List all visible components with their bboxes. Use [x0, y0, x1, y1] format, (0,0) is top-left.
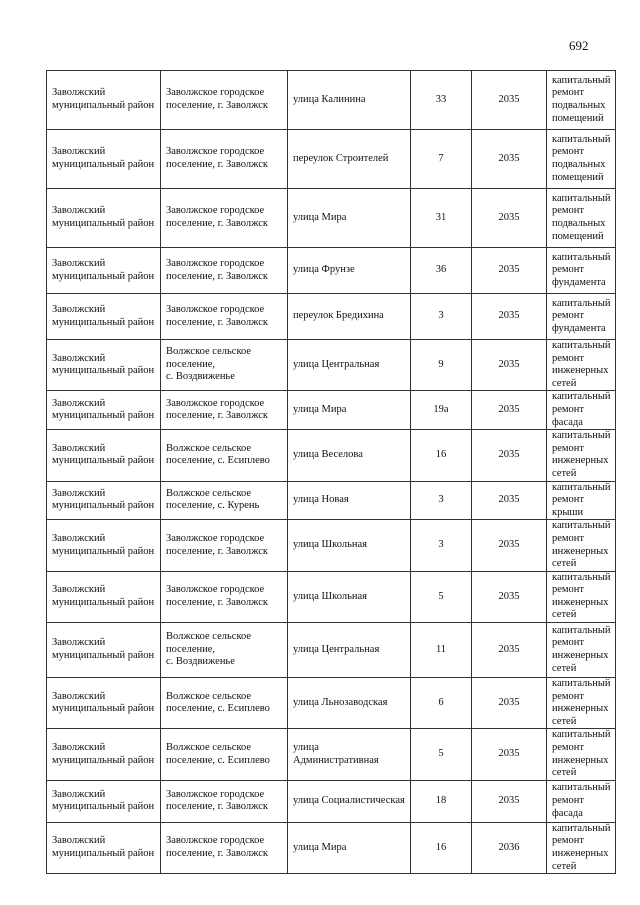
table-row: [47, 430, 616, 481]
year-cell-text: 2035: [498, 494, 520, 506]
street-cell-text: улица Калинина: [293, 93, 366, 105]
house-number-cell: [411, 822, 472, 873]
house-number-cell: [411, 623, 472, 678]
settlement-cell-text: Заволжское городское поселение, г. Заволжск: [166, 397, 268, 422]
district-cell: [47, 520, 161, 571]
year-cell: [472, 71, 547, 130]
year-cell-text: 2035: [498, 403, 520, 415]
settlement-cell: [161, 678, 288, 729]
street-cell-text: улица Мира: [293, 211, 347, 223]
street-cell: [288, 780, 411, 822]
settlement-cell: [161, 189, 288, 248]
street-cell-text: улица Веселова: [293, 449, 363, 461]
year-cell: [472, 248, 547, 294]
table-row: [47, 248, 616, 294]
settlement-cell: [161, 430, 288, 481]
house-number-cell: [411, 294, 472, 340]
house-number-cell: [411, 248, 472, 294]
settlement-cell-text: Заволжское городское поселение, г. Заволжск: [166, 788, 268, 813]
work-type-cell: [547, 430, 616, 481]
work-type-cell-text: капитальный ремонт фундамента: [552, 297, 611, 334]
year-cell: [472, 189, 547, 248]
work-type-cell-text: капитальный ремонт инженерных сетей: [552, 571, 611, 621]
street-cell: [288, 130, 411, 189]
settlement-cell-text: Волжское сельское поселение, с. Воздвиженье: [166, 346, 252, 383]
district-cell: [47, 130, 161, 189]
district-cell: [47, 71, 161, 130]
district-cell: [47, 189, 161, 248]
settlement-cell-text: Заволжское городское поселение, г. Заволжск: [166, 584, 268, 608]
year-cell-text: 2035: [498, 643, 520, 655]
work-type-cell: [547, 294, 616, 340]
street-cell-text: улица Новая: [293, 494, 349, 506]
work-type-cell-text: капитальный ремонт инженерных сетей: [552, 678, 611, 727]
table-row: [47, 71, 616, 130]
street-cell-text: улица Школьная: [293, 539, 367, 551]
house-number-cell: [411, 481, 472, 520]
house-number-cell-text: 18: [435, 795, 447, 807]
street-cell: [288, 248, 411, 294]
house-number-cell-text: 6: [438, 696, 444, 708]
district-cell: [47, 248, 161, 294]
street-cell: [288, 729, 411, 780]
street-cell-text: улица Административная: [293, 742, 379, 766]
district-cell-text: Заволжский муниципальный район: [52, 487, 155, 512]
table-row: [47, 130, 616, 189]
settlement-cell-text: Волжское сельское поселение, с. Есиплево: [166, 742, 270, 766]
work-type-cell: [547, 520, 616, 571]
year-cell: [472, 822, 547, 873]
work-type-cell: [547, 729, 616, 780]
house-number-cell: [411, 130, 472, 189]
street-cell-text: улица Фрунзе: [293, 264, 355, 276]
street-cell: [288, 430, 411, 481]
page-number: 692: [569, 38, 589, 53]
street-cell: [288, 623, 411, 678]
house-number-cell: [411, 71, 472, 130]
house-number-cell-text: 11: [435, 643, 447, 655]
street-cell: [288, 71, 411, 130]
year-cell-text: 2036: [498, 841, 520, 853]
house-number-cell-text: 33: [435, 93, 447, 105]
settlement-cell-text: Волжское сельское поселение, с. Есиплево: [166, 690, 270, 715]
street-cell: [288, 571, 411, 622]
district-cell-text: Заволжский муниципальный район: [52, 788, 155, 813]
house-number-cell-text: 19а: [433, 403, 449, 415]
house-number-cell-text: 9: [438, 358, 444, 370]
settlement-cell-text: Заволжское городское поселение, г. Заволжск: [166, 146, 268, 170]
street-cell: [288, 520, 411, 571]
settlement-cell: [161, 294, 288, 340]
street-cell-text: улица Мира: [293, 841, 347, 853]
district-cell: [47, 678, 161, 729]
work-type-cell: [547, 391, 616, 430]
street-cell: [288, 678, 411, 729]
work-type-cell: [547, 130, 616, 189]
year-cell-text: 2035: [498, 449, 520, 461]
settlement-cell: [161, 340, 288, 391]
settlement-cell: [161, 623, 288, 678]
table-row: [47, 822, 616, 873]
year-cell: [472, 430, 547, 481]
year-cell: [472, 391, 547, 430]
year-cell-text: 2035: [498, 590, 520, 602]
work-type-cell: [547, 571, 616, 622]
street-cell: [288, 391, 411, 430]
settlement-cell-text: Волжское сельское поселение, с. Есиплево: [166, 442, 270, 467]
street-cell: [288, 481, 411, 520]
street-cell: [288, 822, 411, 873]
year-cell: [472, 780, 547, 822]
house-number-cell: [411, 729, 472, 780]
settlement-cell-text: Заволжское городское поселение, г. Заволжск: [166, 205, 268, 229]
district-cell: [47, 391, 161, 430]
street-cell-text: переулок Строителей: [293, 152, 389, 164]
street-cell: [288, 189, 411, 248]
work-type-cell-text: капитальный ремонт инженерных сетей: [552, 430, 611, 479]
street-cell-text: улица Школьная: [293, 590, 367, 602]
year-cell-text: 2035: [498, 539, 520, 551]
year-cell: [472, 520, 547, 571]
year-cell-text: 2035: [498, 358, 520, 370]
work-type-cell-text: капитальный ремонт фасада: [552, 391, 611, 428]
settlement-cell: [161, 481, 288, 520]
year-cell-text: 2035: [498, 211, 520, 223]
district-cell: [47, 623, 161, 678]
district-cell-text: Заволжский муниципальный район: [52, 257, 155, 282]
district-cell-text: Заволжский муниципальный район: [52, 146, 155, 170]
year-cell: [472, 481, 547, 520]
work-type-cell-text: капитальный ремонт инженерных сетей: [552, 729, 611, 779]
table-row: [47, 780, 616, 822]
district-cell-text: Заволжский муниципальный район: [52, 352, 155, 377]
house-number-cell: [411, 520, 472, 571]
house-number-cell: [411, 430, 472, 481]
district-cell-text: Заволжский муниципальный район: [52, 532, 155, 557]
work-type-cell-text: капитальный ремонт инженерных сетей: [552, 624, 611, 674]
settlement-cell: [161, 571, 288, 622]
street-cell-text: переулок Бредихина: [293, 310, 384, 322]
work-type-cell: [547, 340, 616, 391]
settlement-cell-text: Заволжское городское поселение, г. Заволжск: [166, 257, 268, 282]
work-type-cell-text: капитальный ремонт подвальных помещений: [552, 192, 611, 242]
table-row: [47, 623, 616, 678]
house-number-cell: [411, 189, 472, 248]
table-row: [47, 294, 616, 340]
district-cell-text: Заволжский муниципальный район: [52, 303, 155, 328]
work-type-cell: [547, 678, 616, 729]
year-cell: [472, 678, 547, 729]
district-cell-text: Заволжский муниципальный район: [52, 442, 155, 467]
table-row: [47, 678, 616, 729]
house-number-cell-text: 36: [435, 264, 447, 276]
street-cell-text: улица Центральная: [293, 643, 380, 655]
table-row: [47, 729, 616, 780]
work-type-cell-text: капитальный ремонт подвальных помещений: [552, 74, 611, 124]
house-number-cell-text: 7: [438, 152, 444, 164]
year-cell-text: 2035: [498, 795, 520, 807]
work-type-cell-text: капитальный ремонт инженерных сетей: [552, 340, 611, 389]
year-cell: [472, 623, 547, 678]
work-type-cell-text: капитальный ремонт фасада: [552, 782, 611, 819]
work-type-cell: [547, 481, 616, 520]
year-cell-text: 2035: [498, 748, 520, 760]
table-body: [47, 71, 616, 874]
work-type-cell: [547, 189, 616, 248]
house-number-cell-text: 3: [438, 494, 444, 506]
district-cell-text: Заволжский муниципальный район: [52, 742, 155, 766]
settlement-cell: [161, 520, 288, 571]
district-cell: [47, 571, 161, 622]
table-row: [47, 481, 616, 520]
table-row: [47, 571, 616, 622]
house-number-cell-text: 16: [435, 449, 447, 461]
district-cell-text: Заволжский муниципальный район: [52, 87, 155, 111]
house-number-cell-text: 3: [438, 539, 444, 551]
district-cell-text: Заволжский муниципальный район: [52, 835, 155, 859]
district-cell: [47, 729, 161, 780]
settlement-cell: [161, 71, 288, 130]
house-number-cell: [411, 391, 472, 430]
year-cell-text: 2035: [498, 696, 520, 708]
district-cell-text: Заволжский муниципальный район: [52, 690, 155, 715]
house-number-cell-text: 31: [435, 211, 447, 223]
district-cell: [47, 481, 161, 520]
work-type-cell-text: капитальный ремонт подвальных помещений: [552, 133, 611, 183]
settlement-cell: [161, 130, 288, 189]
settlement-cell-text: Заволжское городское поселение, г. Заволжск: [166, 87, 268, 111]
house-number-cell: [411, 678, 472, 729]
settlement-cell-text: Заволжское городское поселение, г. Заволжск: [166, 532, 268, 557]
work-type-cell-text: капитальный ремонт инженерных сетей: [552, 520, 611, 570]
year-cell: [472, 729, 547, 780]
settlement-cell-text: Волжское сельское поселение, с. Курень: [166, 487, 260, 512]
settlement-cell: [161, 391, 288, 430]
work-type-cell: [547, 780, 616, 822]
work-type-cell: [547, 822, 616, 873]
district-cell-text: Заволжский муниципальный район: [52, 584, 155, 608]
district-cell-text: Заволжский муниципальный район: [52, 205, 155, 229]
year-cell-text: 2035: [498, 152, 520, 164]
repair-schedule-table: [46, 70, 616, 874]
year-cell-text: 2035: [498, 310, 520, 322]
street-cell-text: улица Центральная: [293, 358, 380, 370]
table-row: [47, 340, 616, 391]
table-row: [47, 520, 616, 571]
year-cell-text: 2035: [498, 264, 520, 276]
street-cell: [288, 294, 411, 340]
settlement-cell-text: Заволжское городское поселение, г. Заволжск: [166, 835, 268, 859]
district-cell: [47, 822, 161, 873]
work-type-cell-text: капитальный ремонт инженерных сетей: [552, 822, 611, 872]
table-row: [47, 189, 616, 248]
house-number-cell-text: 16: [435, 841, 447, 853]
year-cell: [472, 130, 547, 189]
work-type-cell: [547, 623, 616, 678]
settlement-cell-text: Заволжское городское поселение, г. Заволжск: [166, 303, 268, 328]
house-number-cell: [411, 571, 472, 622]
settlement-cell: [161, 780, 288, 822]
district-cell-text: Заволжский муниципальный район: [52, 637, 155, 662]
year-cell: [472, 294, 547, 340]
house-number-cell-text: 3: [438, 310, 444, 322]
district-cell-text: Заволжский муниципальный район: [52, 397, 155, 422]
year-cell: [472, 340, 547, 391]
street-cell-text: улица Льнозаводская: [293, 696, 388, 708]
work-type-cell-text: капитальный ремонт фундамента: [552, 251, 611, 288]
district-cell: [47, 780, 161, 822]
table-row: [47, 391, 616, 430]
house-number-cell: [411, 780, 472, 822]
year-cell-text: 2035: [498, 93, 520, 105]
work-type-cell: [547, 71, 616, 130]
street-cell-text: улица Социалистическая: [293, 795, 405, 807]
house-number-cell-text: 5: [438, 590, 444, 602]
settlement-cell: [161, 822, 288, 873]
settlement-cell: [161, 729, 288, 780]
settlement-cell: [161, 248, 288, 294]
district-cell: [47, 294, 161, 340]
street-cell-text: улица Мира: [293, 403, 347, 415]
district-cell: [47, 430, 161, 481]
settlement-cell-text: Волжское сельское поселение, с. Воздвиженье: [166, 631, 252, 668]
street-cell: [288, 340, 411, 391]
work-type-cell: [547, 248, 616, 294]
house-number-cell: [411, 340, 472, 391]
house-number-cell-text: 5: [438, 748, 444, 760]
district-cell: [47, 340, 161, 391]
work-type-cell-text: капитальный ремонт крыши: [552, 481, 611, 518]
year-cell: [472, 571, 547, 622]
